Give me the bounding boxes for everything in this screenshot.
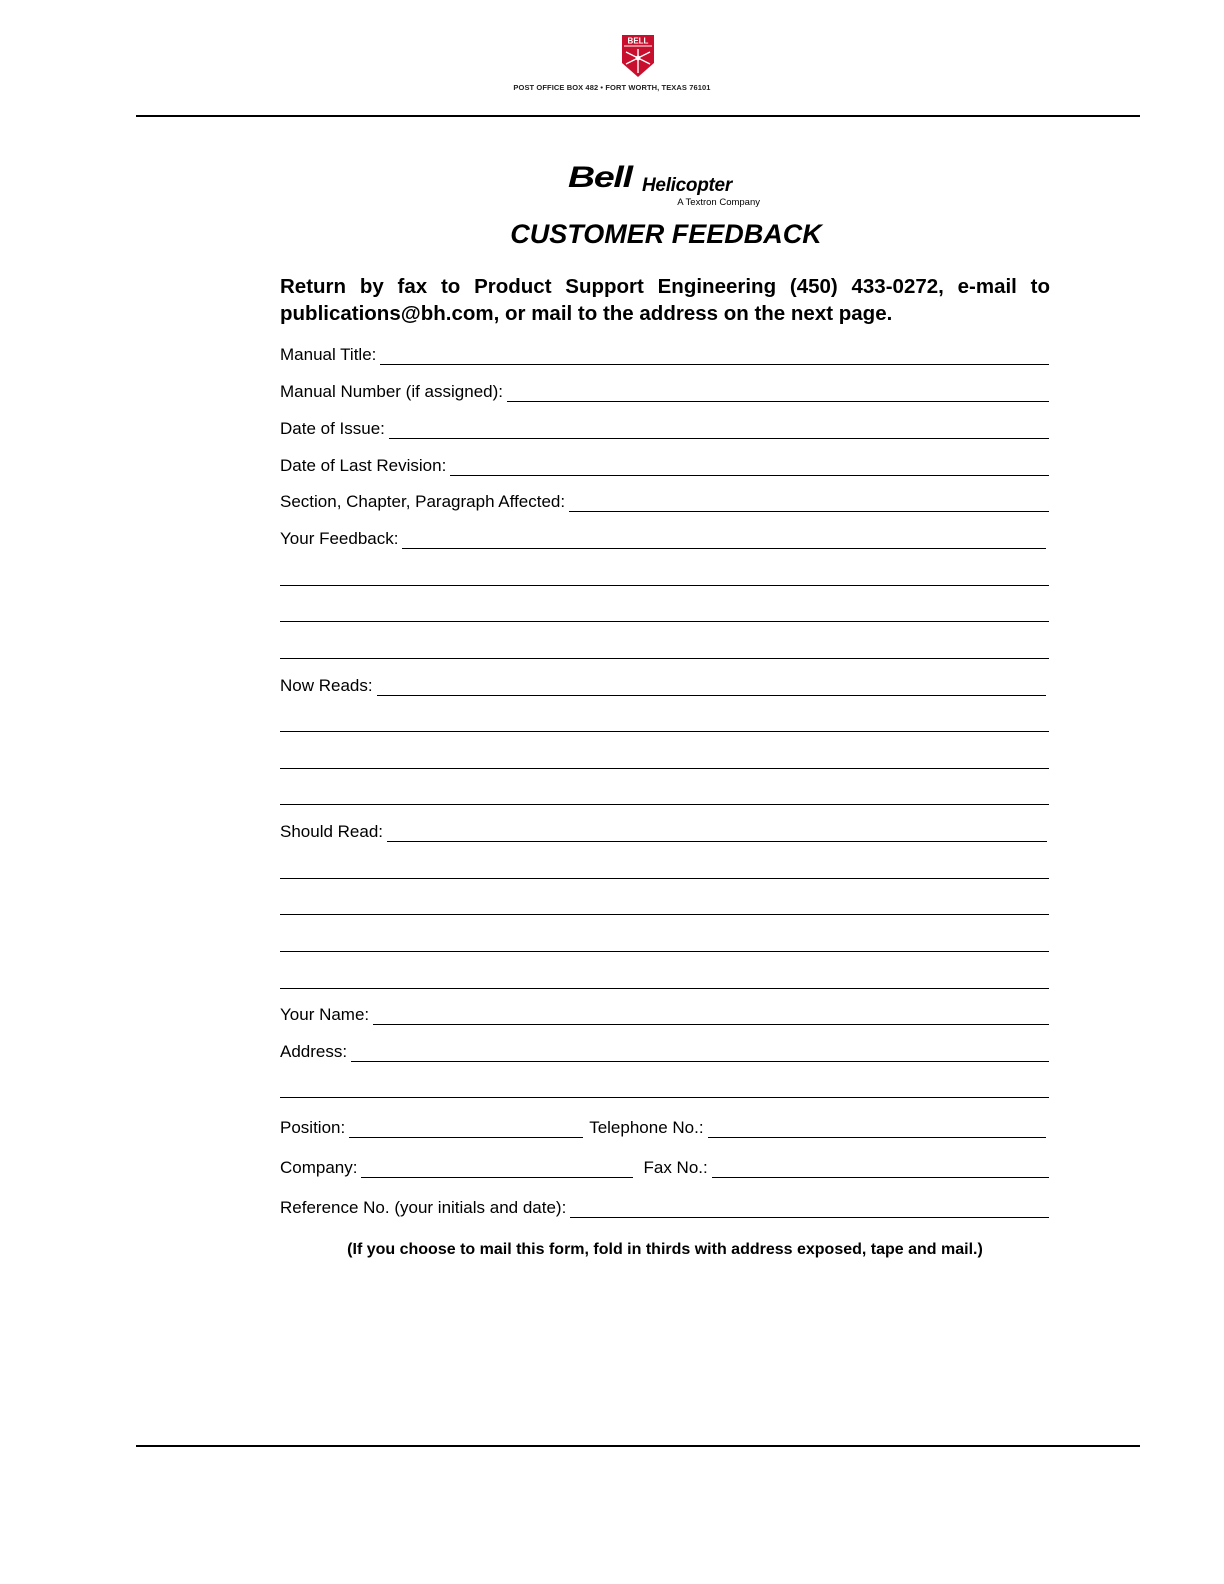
- should-read-line[interactable]: [280, 914, 1049, 915]
- letterhead-address: POST OFFICE BOX 482 • FORT WORTH, TEXAS 76101: [513, 83, 711, 92]
- manual-number-label: Manual Number (if assigned):: [280, 382, 503, 401]
- brand-logo-helicopter: Helicopter: [642, 175, 732, 196]
- manual-title-field[interactable]: [380, 346, 1049, 365]
- feedback-line[interactable]: [280, 658, 1049, 659]
- your-feedback-field[interactable]: [402, 530, 1046, 549]
- should-read-line[interactable]: [280, 878, 1049, 879]
- instructions-line-1: Return by fax to Product Support Engineering (450) 433-0272, e-mail to: [280, 275, 1050, 298]
- now-reads-row: [280, 676, 1046, 696]
- now-reads-label: Now Reads:: [280, 676, 373, 695]
- bell-shield-logo: [620, 33, 656, 79]
- fax-label: Fax No.:: [643, 1158, 708, 1177]
- should-read-line[interactable]: [280, 951, 1049, 952]
- position-telephone-row: [280, 1118, 1046, 1138]
- address-line[interactable]: [280, 1097, 1049, 1098]
- reference-field[interactable]: [570, 1199, 1049, 1218]
- manual-number-row: [280, 382, 1049, 402]
- telephone-field[interactable]: [708, 1119, 1046, 1138]
- section-affected-label: Section, Chapter, Paragraph Affected:: [280, 492, 566, 511]
- telephone-label: Telephone No.:: [589, 1118, 704, 1137]
- date-of-issue-row: [280, 419, 1049, 439]
- company-label: Company:: [280, 1158, 358, 1177]
- should-read-label: Should Read:: [280, 822, 384, 841]
- brand-tagline: A Textron Company: [677, 197, 760, 208]
- manual-title-label: Manual Title:: [280, 345, 377, 364]
- address-row: [280, 1042, 1049, 1062]
- your-name-row: [280, 1005, 1049, 1025]
- should-read-row: [280, 822, 1047, 842]
- your-feedback-row: [280, 529, 1046, 549]
- section-affected-field[interactable]: [569, 493, 1049, 512]
- date-of-issue-field[interactable]: [389, 420, 1049, 439]
- date-last-revision-field[interactable]: [450, 457, 1049, 476]
- instructions-line-2: publications@bh.com, or mail to the address on the next page.: [280, 302, 893, 325]
- form-instructions: [280, 273, 1050, 327]
- now-reads-line[interactable]: [280, 768, 1049, 769]
- form-title: CUSTOMER FEEDBACK: [510, 219, 822, 249]
- date-of-issue-label: Date of Issue:: [280, 419, 385, 438]
- brand-logo-word: Bell: [568, 161, 632, 194]
- top-divider: [136, 115, 1140, 117]
- should-read-field[interactable]: [387, 823, 1047, 842]
- date-last-revision-row: [280, 456, 1049, 476]
- now-reads-line[interactable]: [280, 731, 1049, 732]
- address-label: Address:: [280, 1042, 348, 1061]
- your-name-field[interactable]: [373, 1006, 1049, 1025]
- your-name-label: Your Name:: [280, 1005, 370, 1024]
- company-fax-row: [280, 1158, 1049, 1178]
- manual-number-field[interactable]: [507, 383, 1049, 402]
- position-field[interactable]: [349, 1119, 583, 1138]
- bottom-divider: [136, 1445, 1140, 1447]
- manual-title-row: [280, 345, 1049, 365]
- your-feedback-label: Your Feedback:: [280, 529, 399, 548]
- date-last-revision-label: Date of Last Revision:: [280, 456, 447, 475]
- svg-text:BELL: BELL: [627, 36, 649, 46]
- feedback-line[interactable]: [280, 621, 1049, 622]
- section-affected-row: [280, 492, 1049, 512]
- address-field[interactable]: [351, 1043, 1049, 1062]
- now-reads-field[interactable]: [377, 677, 1046, 696]
- mail-instructions-note: (If you choose to mail this form, fold in thirds with address exposed, tape and mail.): [347, 1241, 983, 1258]
- should-read-line[interactable]: [280, 988, 1049, 989]
- reference-label: Reference No. (your initials and date):: [280, 1198, 567, 1217]
- feedback-line[interactable]: [280, 585, 1049, 586]
- company-field[interactable]: [361, 1159, 633, 1178]
- now-reads-line[interactable]: [280, 804, 1049, 805]
- position-label: Position:: [280, 1118, 346, 1137]
- fax-field[interactable]: [712, 1159, 1049, 1178]
- reference-row: [280, 1198, 1049, 1218]
